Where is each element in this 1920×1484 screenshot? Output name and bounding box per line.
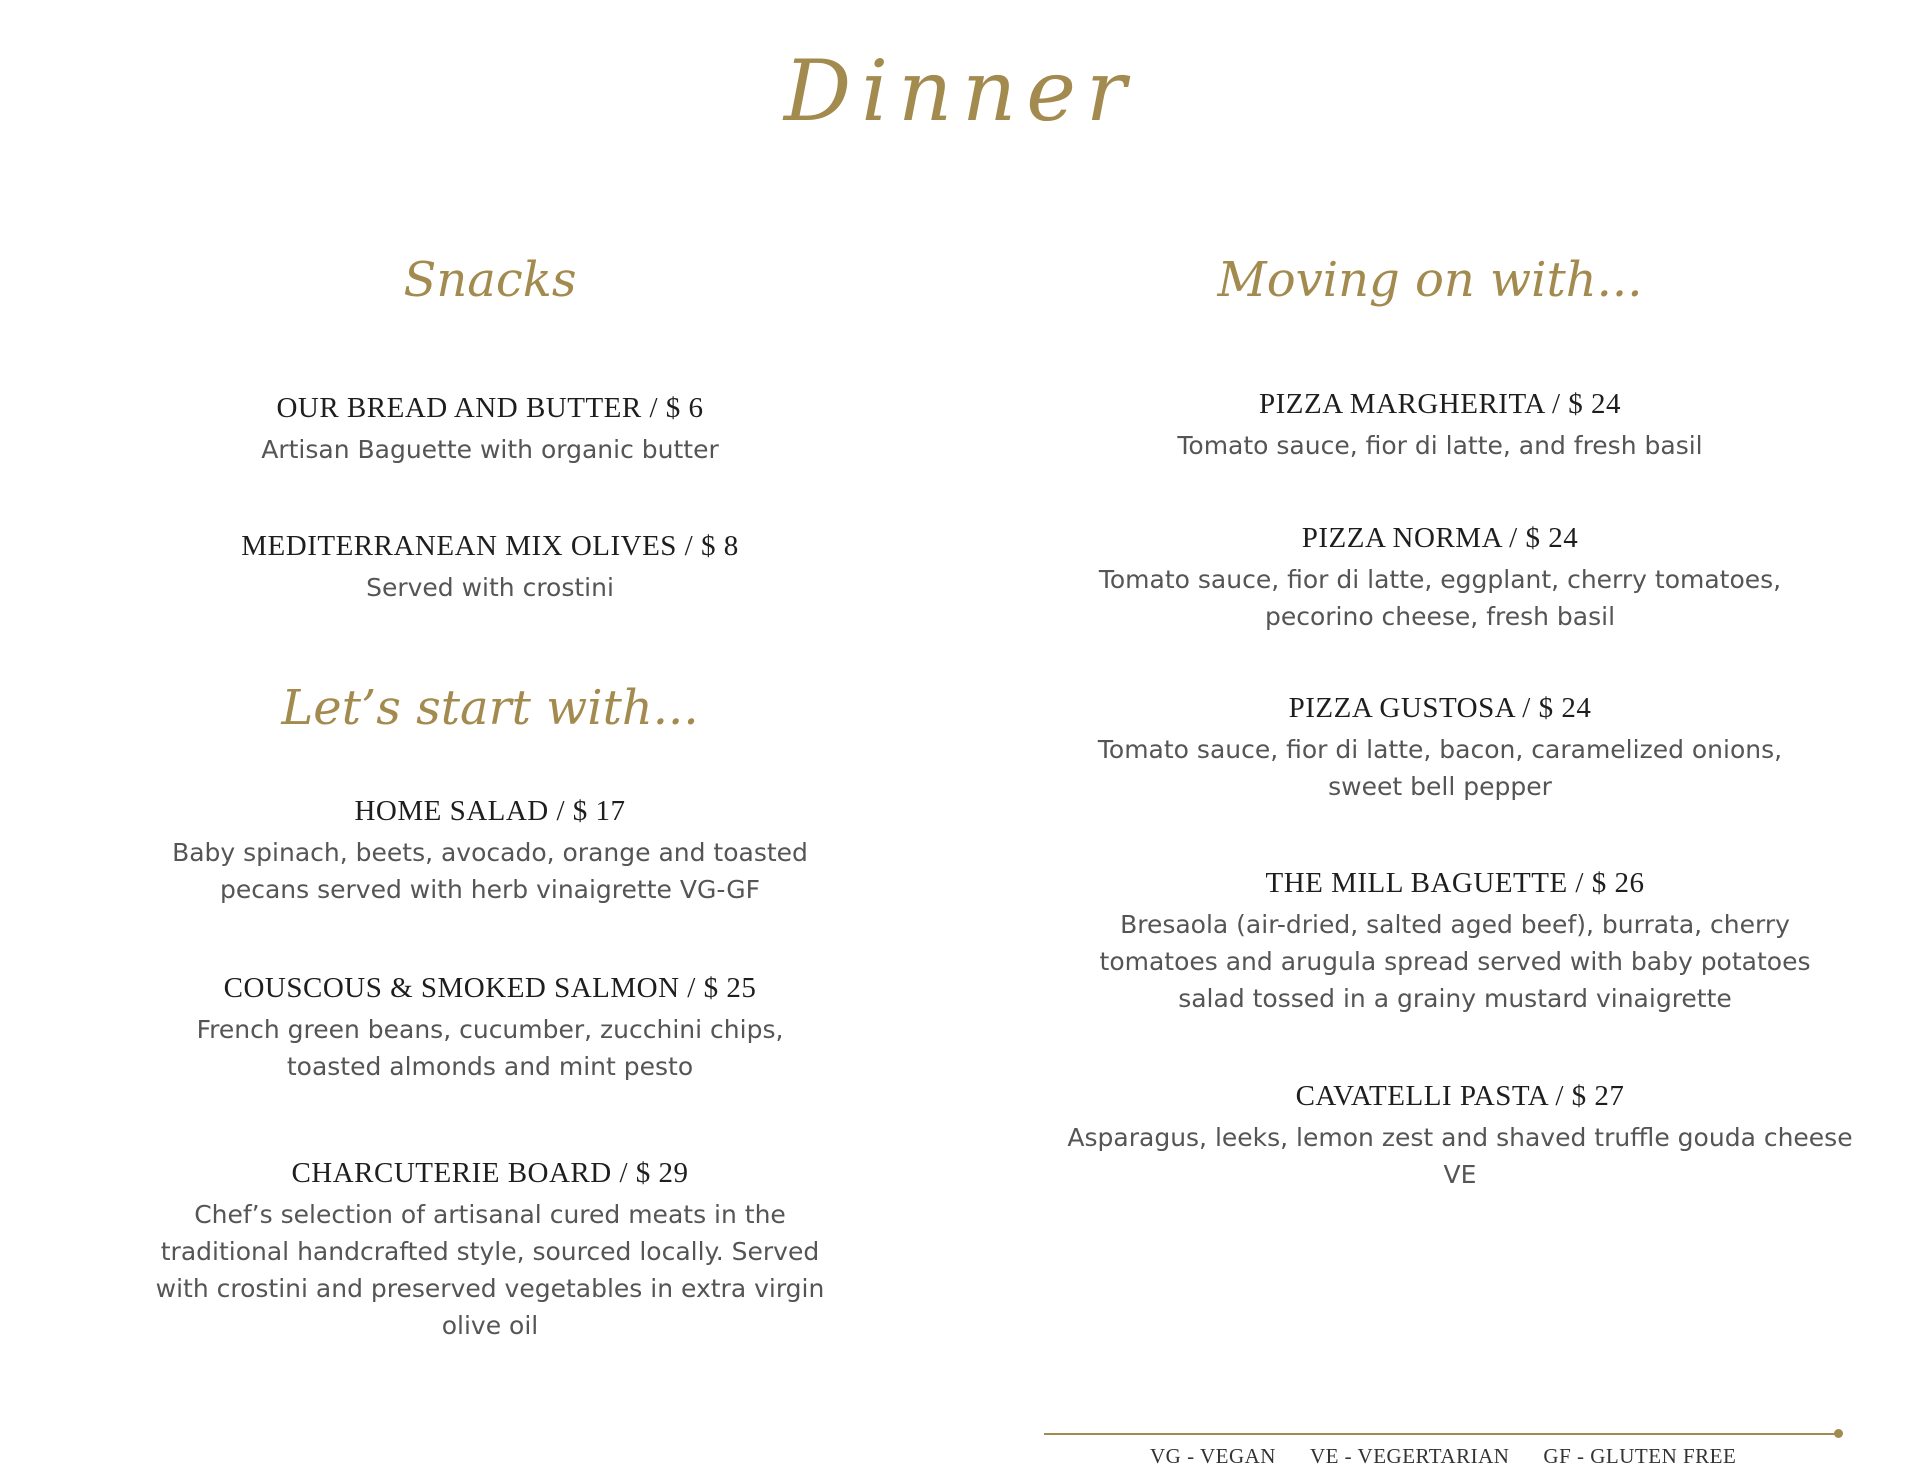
menu-item-mill-baguette	[1065, 867, 1845, 1017]
menu-item-name: COUSCOUS & SMOKED SALMON / $ 25	[223, 972, 757, 1004]
menu-item-olives	[140, 530, 840, 606]
menu-item-description: Tomato sauce, fior di latte, eggplant, cherry tomatoes, pecorino cheese, fresh basil	[1098, 565, 1782, 631]
menu-item-charcuterie	[140, 1157, 840, 1344]
menu-item-name: CHARCUTERIE BOARD / $ 29	[291, 1157, 689, 1189]
menu-item-description: Served with crostini	[366, 573, 614, 602]
menu-item-cavatelli-pasta	[1060, 1080, 1860, 1193]
menu-item-description: Chef’s selection of artisanal cured meats in the traditional handcrafted style, sourced locally. Served with crostini and preserved vegetables in extra virgin olive oil	[155, 1200, 825, 1340]
dietary-legend	[1150, 1444, 1736, 1469]
menu-item-name: HOME SALAD / $ 17	[354, 795, 626, 827]
legend-divider	[1044, 1433, 1838, 1435]
menu-item-bread-butter	[140, 392, 840, 468]
menu-item-description: Asparagus, leeks, lemon zest and shaved truffle gouda cheese VE	[1067, 1123, 1853, 1189]
menu-item-couscous-salmon	[140, 972, 840, 1085]
menu-item-home-salad	[140, 795, 840, 908]
menu-item-name: MEDITERRANEAN MIX OLIVES / $ 8	[241, 530, 739, 562]
menu-item-description: Tomato sauce, fior di latte, and fresh basil	[1177, 431, 1703, 460]
page-title: Dinner	[783, 42, 1137, 140]
menu-item-pizza-margherita	[1065, 388, 1815, 464]
menu-item-name: PIZZA MARGHERITA / $ 24	[1258, 388, 1622, 420]
menu-item-description: Bresaola (air-dried, salted aged beef), burrata, cherry tomatoes and arugula spread served with baby potatoes salad tossed in a grainy mustard vinaigrette	[1099, 910, 1811, 1013]
menu-item-name: CAVATELLI PASTA / $ 27	[1295, 1080, 1625, 1112]
menu-item-description: French green beans, cucumber, zucchini chips, toasted almonds and mint pesto	[196, 1015, 784, 1081]
menu-item-name: THE MILL BAGUETTE / $ 26	[1265, 867, 1645, 899]
menu-item-pizza-gustosa	[1065, 692, 1815, 805]
section-title-moving-on: Moving on with...	[1217, 252, 1643, 308]
menu-item-description: Baby spinach, beets, avocado, orange and toasted pecans served with herb vinaigrette VG-GF	[172, 838, 808, 904]
menu-item-pizza-norma	[1065, 522, 1815, 635]
menu-item-description: Artisan Baguette with organic butter	[261, 435, 719, 464]
legend-vegetarian: VE - VEGERTARIAN	[1309, 1444, 1510, 1468]
section-title-lets-start: Let’s start with...	[281, 680, 699, 736]
legend-divider-dot	[1834, 1429, 1843, 1438]
menu-item-description: Tomato sauce, fior di latte, bacon, caramelized onions, sweet bell pepper	[1097, 735, 1783, 801]
menu-item-name: PIZZA NORMA / $ 24	[1301, 522, 1579, 554]
menu-item-name: OUR BREAD AND BUTTER / $ 6	[276, 392, 704, 424]
menu-item-name: PIZZA GUSTOSA / $ 24	[1288, 692, 1592, 724]
legend-vegan: VG - VEGAN	[1150, 1444, 1276, 1468]
legend-gluten-free: GF - GLUTEN FREE	[1543, 1444, 1737, 1468]
section-title-snacks: Snacks	[403, 252, 577, 308]
